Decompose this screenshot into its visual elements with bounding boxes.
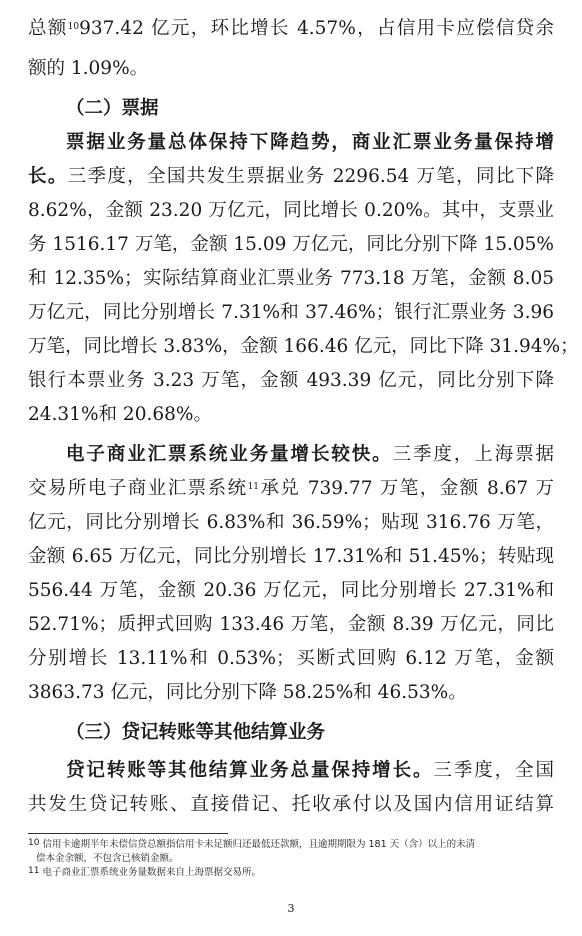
text-line: 万亿元，同比分别增长 7.31%和 37.46%；银行汇票业务 3.96 — [28, 302, 554, 323]
text-line: 电子商业汇票系统业务量增长较快。三季度，上海票据 — [66, 444, 554, 465]
section-heading: （二）票据 — [66, 98, 159, 119]
bold-lead: 电子商业汇票系统业务量增长较快。 — [66, 444, 393, 465]
text-line: 亿元，同比分别增长 6.83%和 36.59%；贴现 316.76 万笔， — [28, 512, 554, 533]
text-line: 总额$^{10}$937.42 亿元，环比增长 4.57%，占信用卡应偿信贷余 — [28, 18, 554, 39]
bold-lead: 票据业务量总体保持下降趋势，商业汇票业务量保持增 — [66, 132, 554, 153]
text-line: 银行本票业务 3.23 万笔，金额 493.39 亿元，同比分别下降 — [28, 370, 554, 391]
text-line: 共发生贷记转账、直接借记、托收承付以及国内信用证结算 — [28, 794, 554, 815]
text-line — [66, 132, 554, 154]
text-line: 额的 1.09%。 — [28, 58, 149, 79]
bold-lead: 长。 — [28, 166, 68, 187]
bold-lead: 贷记转账等其他结算业务总量保持增长。 — [66, 760, 434, 781]
footnote-ref: 11 — [247, 482, 260, 492]
text-line: 务 1516.17 万笔，金额 15.09 万亿元，同比分别下降 15.05% — [28, 234, 554, 255]
text-line: 交易所电子商业汇票系统$^{11}$承兑 739.77 万笔，金额 8.67 万 — [28, 478, 554, 499]
text-line: 金额 6.65 万亿元，同比分别增长 17.31%和 51.45%；转贴现 — [28, 546, 554, 567]
text-line: 556.44 万笔，金额 20.36 万亿元，同比分别增长 27.31%和 — [28, 580, 554, 601]
section-heading: （三）贷记转账等其他结算业务 — [66, 722, 326, 743]
text-line: 52.71%；质押式回购 133.46 万笔，金额 8.39 万亿元，同比 — [28, 614, 554, 635]
text-line: 8.62%，金额 23.20 万亿元，同比增长 0.20%。其中，支票业 — [28, 200, 554, 221]
text-line: 长。三季度，全国共发生票据业务 2296.54 万笔，同比下降 — [28, 166, 554, 187]
text-line: 3863.73 亿元，同比分别下降 58.25%和 46.53%。 — [28, 682, 467, 703]
footnote-10-cont: 偿本金余额，不包含已核销金额。 — [36, 853, 179, 864]
footnote-divider — [28, 833, 228, 834]
text-line: 万笔，同比增长 3.83%，金额 166.46 亿元，同比下降 31.94%； — [28, 336, 579, 357]
text-line: 贷记转账等其他结算业务总量保持增长。三季度，全国 — [66, 760, 554, 781]
text-line: 24.31%和 20.68%。 — [28, 404, 212, 425]
page-number: 3 — [287, 902, 295, 915]
text-line: 分别增长 13.11%和 0.53%；买断式回购 6.12 万笔，金额 — [28, 648, 554, 669]
footnote-ref: 10 — [67, 22, 80, 32]
text-line: 和 12.35%；实际结算商业汇票业务 773.18 万笔，金额 8.05 — [28, 268, 554, 289]
footnote-11: $^{11}$ 电子商业汇票系统业务量数据来自上海票据交易所。 — [28, 866, 261, 878]
footnote-10: $^{10}$ 信用卡逾期半年未偿信贷总额指信用卡未足额归还最低还款额，且逾期期限为 181 天（含）以上的未清 — [28, 838, 476, 850]
